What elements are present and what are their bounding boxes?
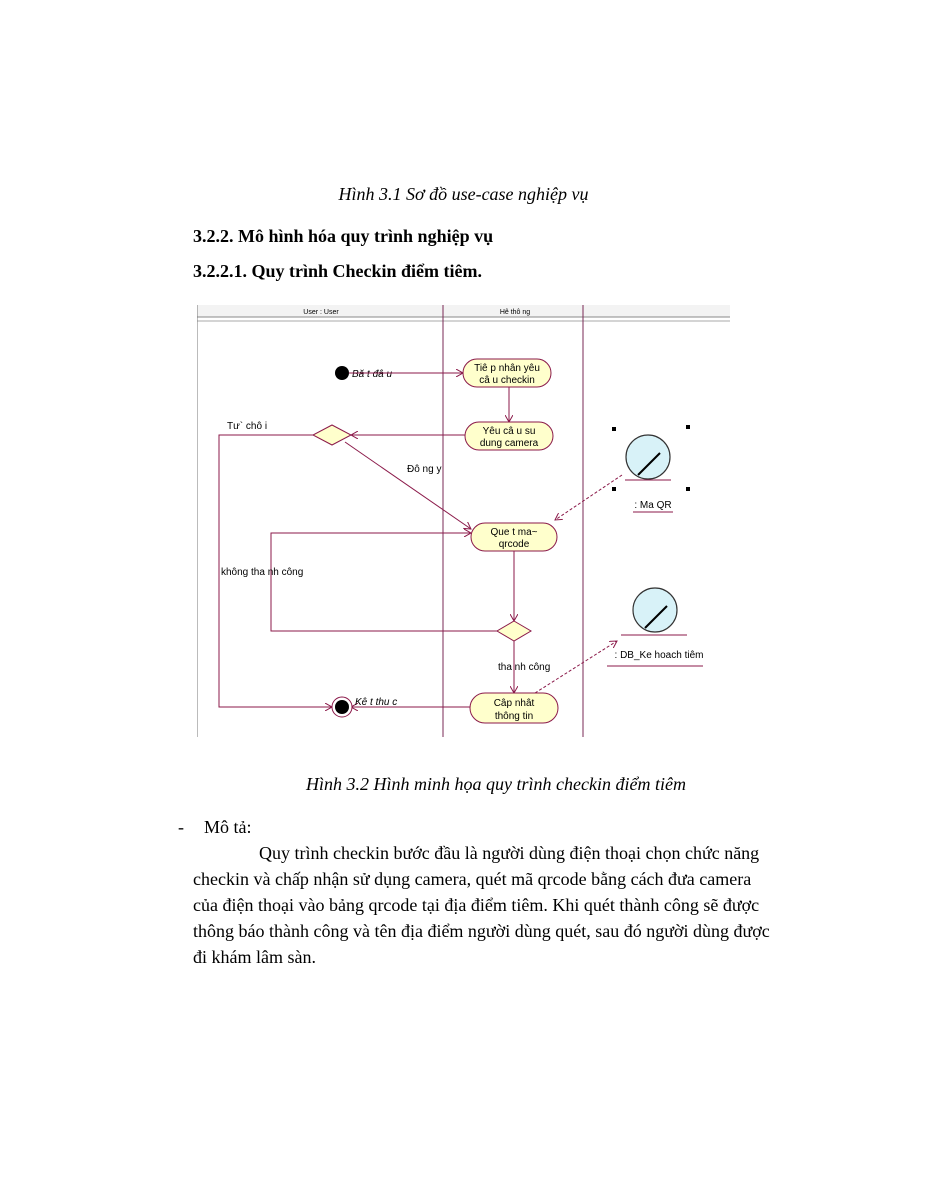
description-line: checkin và chấp nhận sử dụng camera, quét mã qrcode bằng cách đưa camera [193, 869, 752, 889]
selection-handle [612, 427, 616, 431]
lane-header [197, 305, 730, 317]
description-paragraph [193, 840, 873, 970]
description-line: đi khám lâm sàn. [193, 947, 316, 967]
lane-user-label: User : User [303, 309, 339, 316]
description-line: thông báo thành công và tên địa điểm người dùng quét, sau đó người dùng được [193, 921, 770, 941]
start-label: Bă t đâ u [352, 369, 393, 380]
guard-fail: không tha nh công [221, 567, 304, 578]
object-qr-icon [626, 435, 670, 479]
activity-scan-qr-line1: Que t ma~ [490, 527, 538, 538]
description-line: của điện thoại vào bảng qrcode tại địa điểm tiêm. Khi quét thành công sẽ được [193, 895, 760, 915]
end-label: Kê t thu c [355, 697, 398, 708]
object-db-label: : DB_Ke hoach tiêm [614, 650, 704, 661]
lane-system-label: Hê thô ng [499, 309, 531, 316]
guard-agree: Đô ng y [407, 464, 442, 475]
object-db-icon [633, 588, 677, 632]
activity-diagram [197, 305, 730, 737]
activity-request-camera-line1: Yêu câ u su [482, 426, 536, 437]
activity-update-info-line1: Câp nhât [493, 698, 535, 709]
activity-scan-qr-line2: qrcode [498, 539, 530, 550]
activity-receive-request-line1: Tiê p nhân yêu [474, 363, 540, 374]
description-line: Quy trình checkin bước đầu là người dùng điện thoại chọn chức năng [259, 843, 760, 863]
flow-scan-failed-loop [271, 533, 497, 631]
activity-update-info-line2: thông tin [494, 711, 534, 722]
description-label: Mô tả: [204, 817, 252, 837]
selection-handle [612, 487, 616, 491]
activity-request-camera-line2: dung camera [479, 438, 539, 449]
flow-agree-scan [345, 442, 471, 529]
decision-scan-result [497, 621, 531, 641]
start-node [335, 366, 349, 380]
guard-success: tha nh công [498, 662, 551, 673]
subsection-heading: 3.2.2.1. Quy trình Checkin điểm tiêm. [193, 261, 483, 281]
flow-qr-scan [555, 475, 622, 520]
section-heading: 3.2.2. Mô hình hóa quy trình nghiệp vụ [193, 226, 494, 246]
bullet-dash: - [178, 817, 184, 837]
figure-3-2-caption: Hình 3.2 Hình minh họa quy trình checkin điểm tiêm [306, 774, 686, 794]
object-qr-label: : Ma QR [634, 500, 672, 511]
activity-receive-request-line2: câ u checkin [479, 375, 535, 386]
selection-handle [686, 487, 690, 491]
guard-reject: Tư` chô i [227, 421, 268, 432]
end-node-inner [335, 700, 349, 714]
selection-handle [686, 425, 690, 429]
figure-3-1-caption: Hình 3.1 Sơ đồ use-case nghiệp vụ [338, 184, 589, 204]
